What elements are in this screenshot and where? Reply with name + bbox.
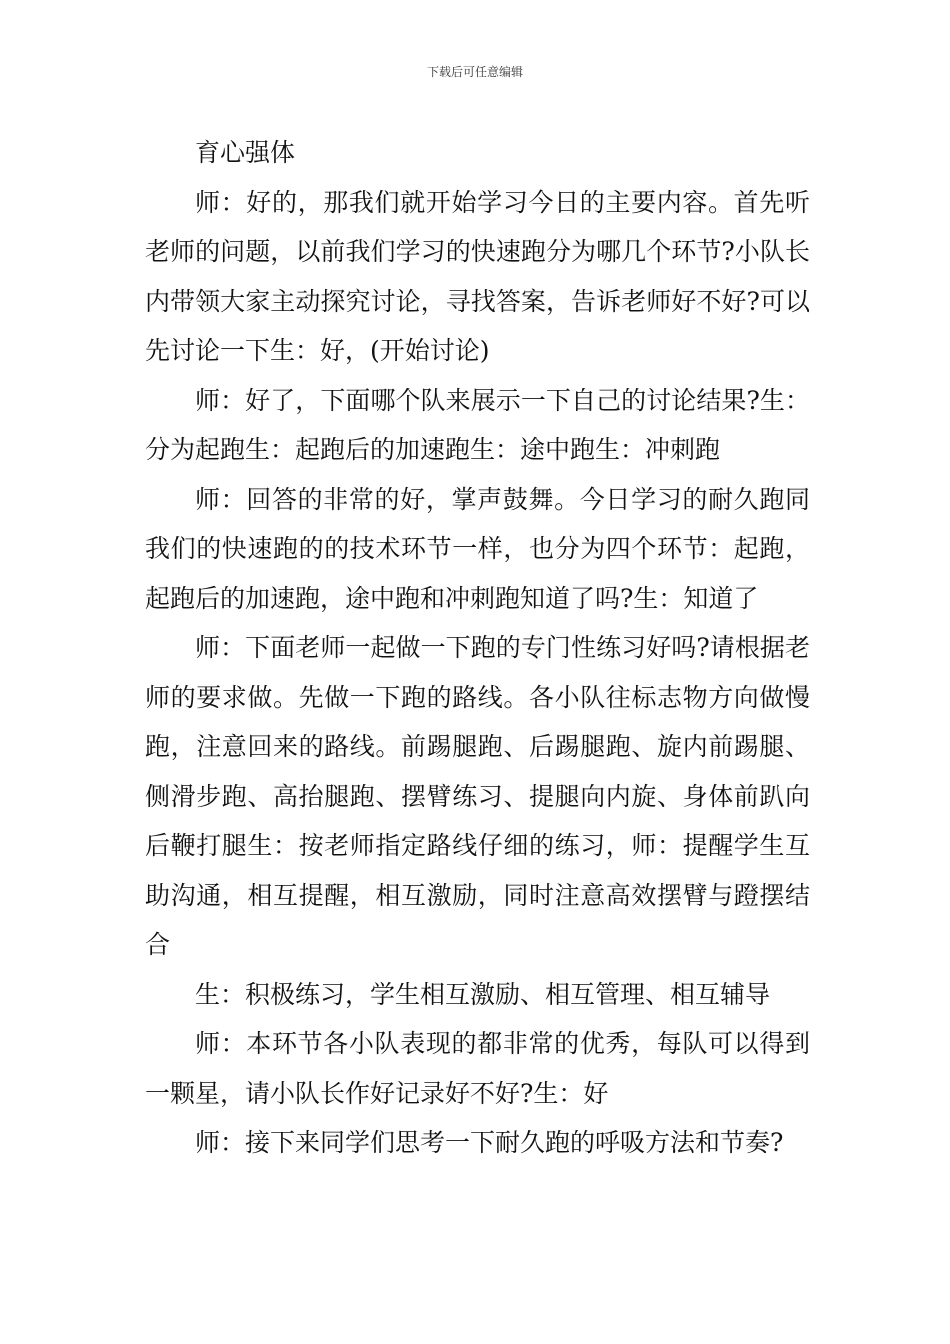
paragraph: 师：好的，那我们就开始学习今日的主要内容。首先听老师的问题，以前我们学习的快速跑分为哪几个环节?小队长内带领大家主动探究讨论，寻找答案，告诉老师好不好?可以先讨论一下生：好，(开始讨论) xyxy=(145,187,810,365)
paragraph: 生：积极练习，学生相互激励、相互管理、相互辅导 xyxy=(195,979,771,1009)
paragraph: 师：下面老师一起做一下跑的专门性练习好吗?请根据老师的要求做。先做一下跑的路线。各小队往标志物方向做慢跑，注意回来的路线。前踢腿跑、后踢腿跑、旋内前踢腿、侧滑步跑、高抬腿跑、摆臂练习、提腿向内旋、身体前趴向后鞭打腿生：按老师指定路线仔细的练习，师：提醒学生互助沟通，相互提醒，相互激励，同时注意高效摆臂与蹬摆结合 xyxy=(145,633,810,959)
document-body xyxy=(145,128,810,1168)
paragraph: 师：回答的非常的好，掌声鼓舞。今日学习的耐久跑同我们的快速跑的的技术环节一样，也分为四个环节：起跑，起跑后的加速跑，途中跑和冲刺跑知道了吗?生：知道了 xyxy=(145,484,810,613)
paragraph: 师：接下来同学们思考一下耐久跑的呼吸方法和节奏? xyxy=(195,1128,784,1157)
paragraph-heading: 育心强体 xyxy=(195,138,296,167)
paragraph: 师：本环节各小队表现的都非常的优秀，每队可以得到一颗星，请小队长作好记录好不好?生：好 xyxy=(145,1029,810,1108)
page-header-note: 下载后可任意编辑 xyxy=(426,65,523,79)
paragraph: 师：好了，下面哪个队来展示一下自己的讨论结果?生：分为起跑生：起跑后的加速跑生：途中跑生：冲刺跑 xyxy=(145,385,810,464)
